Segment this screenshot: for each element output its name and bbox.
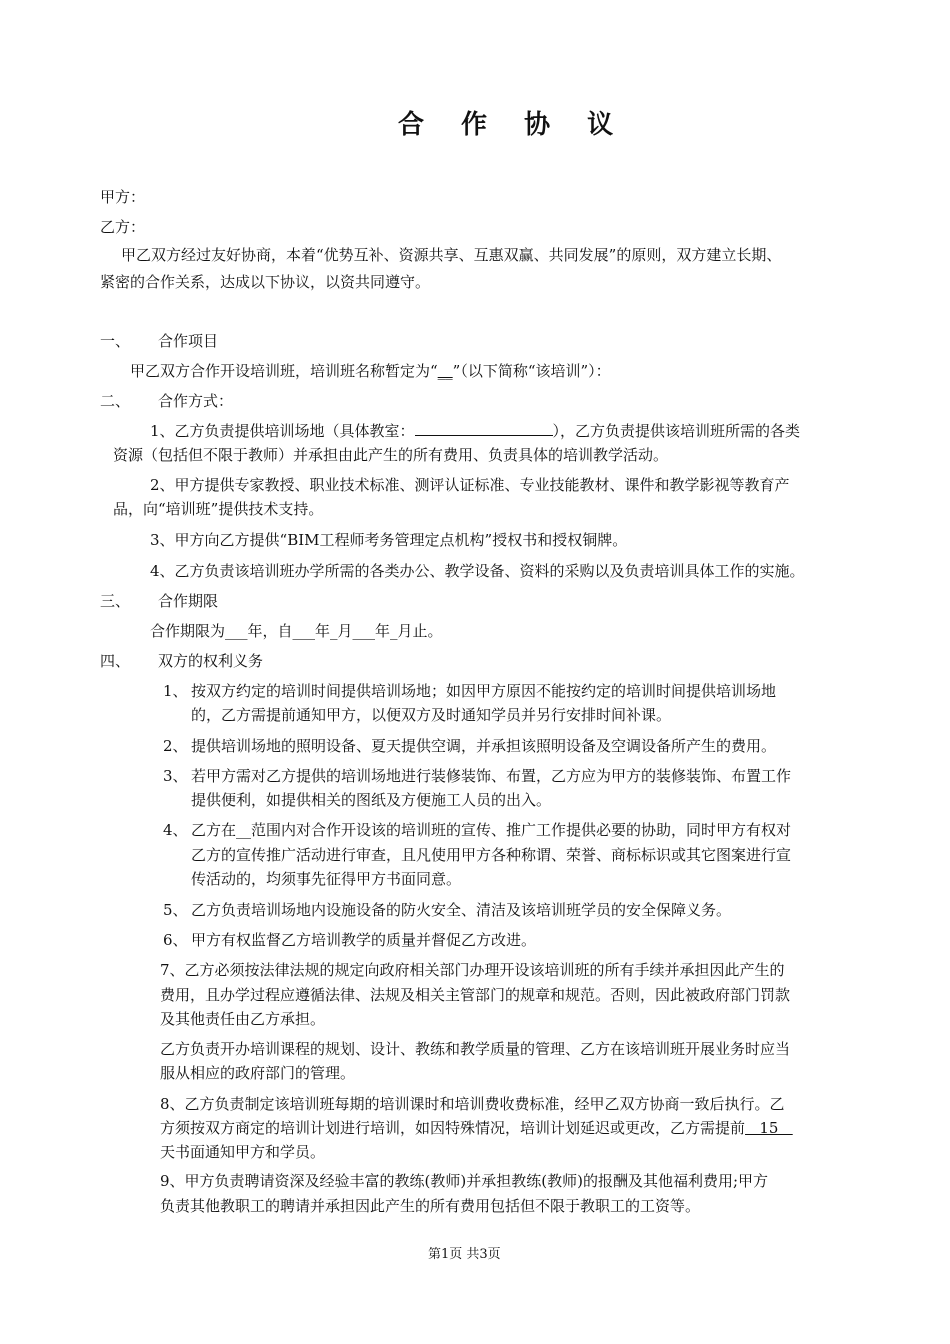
section-4-item-7-line-2: 费用，且办学过程应遵循法律、法规及相关主管部门的规章和规范。否则，因此被政府部门罚款 <box>160 986 791 1004</box>
section-4-heading: 双方的权利义务 <box>158 652 264 670</box>
item-1-text-b: ），乙方负责提供该培训班所需的各类 <box>552 422 801 440</box>
party-b-label: 乙方： <box>100 218 146 236</box>
section-3-number: 三、 <box>100 592 131 610</box>
section-4-item-8-line-2 <box>160 1117 793 1139</box>
section-4-item-3-line-2: 提供便利，如提供相关的图纸及方便施工人员的出入。 <box>191 791 552 809</box>
section-4-item-3-num: 3、 <box>163 767 188 785</box>
section-4-item-6-num: 6、 <box>163 931 188 949</box>
section-4-number: 四、 <box>100 652 131 670</box>
section-1-text-before: 甲乙双方合作开设培训班，培训班名称暂定为“ <box>130 362 438 380</box>
classroom-blank <box>415 420 553 436</box>
section-4-item-7-line-3: 及其他责任由乙方承担。 <box>160 1010 326 1028</box>
section-4-item-4-line-3: 传活动的，均须事先征得甲方书面同意。 <box>191 870 462 888</box>
training-name-blank: __ <box>437 362 453 380</box>
section-4-item-8-line-3: 天书面通知甲方和学员。 <box>160 1143 326 1161</box>
section-1-heading: 合作项目 <box>158 332 219 350</box>
notice-days-value: 15 <box>745 1119 793 1137</box>
section-4-item-3-line-1: 若甲方需对乙方提供的培训场地进行装修装饰、布置，乙方应为甲方的装修装饰、布置工作 <box>191 767 792 785</box>
section-4-item-5-num: 5、 <box>163 901 188 919</box>
document-title: 合 作 协 议 <box>398 110 628 140</box>
section-4-item-9-line-2: 负责其他教职工的聘请并承担因此产生的所有费用包括但不限于教职工的工资等。 <box>160 1197 701 1215</box>
section-2-heading: 合作方式： <box>158 392 234 410</box>
section-2-item-1-line-2: 资源（包括但不限于教师）并承担由此产生的所有费用、负责具体的培训教学活动。 <box>113 446 669 464</box>
item-8-text: 方须按双方商定的培训计划进行培训，如因特殊情况，培训计划延迟或更改，乙方需提前 <box>160 1119 746 1137</box>
intro-line-2: 紧密的合作关系，达成以下协议，以资共同遵守。 <box>100 273 431 291</box>
section-4-item-5-line-1: 乙方负责培训场地内设施设备的防火安全、清洁及该培训班学员的安全保障义务。 <box>191 901 732 919</box>
section-4-item-6-line-1: 甲方有权监督乙方培训教学的质量并督促乙方改进。 <box>191 931 537 949</box>
section-4-item-2-line-1: 提供培训场地的照明设备、夏天提供空调，并承担该照明设备及空调设备所产生的费用。 <box>191 737 777 755</box>
page-footer: 第1页 共3页 <box>428 1247 501 1262</box>
section-2-item-3: 3、甲方向乙方提供“BIM工程师考务管理定点机构”授权书和授权铜牌。 <box>150 531 628 549</box>
section-2-item-2-line-2: 品，向“培训班”提供技术支持。 <box>113 500 324 518</box>
section-2-item-4: 4、乙方负责该培训班办学所需的各类办公、教学设备、资料的采购以及负责培训具体工作的实施。 <box>150 562 805 580</box>
section-4-item-4-line-2: 乙方的宣传推广活动进行审查，且凡使用甲方各种称谓、荣誉、商标标识或其它图案进行宣 <box>191 846 792 864</box>
section-4-item-4-line-1: 乙方在__范围内对合作开设该的培训班的宣传、推广工作提供必要的协助，同时甲方有权对 <box>191 821 792 839</box>
section-3-text: 合作期限为___年，自___年_月___年_月止。 <box>150 622 443 640</box>
section-1-text-after: ”（以下简称“该培训”）： <box>452 362 611 380</box>
section-4-item-2-num: 2、 <box>163 737 188 755</box>
section-4-item-1-line-2: 的，乙方需提前通知甲方，以便双方及时通知学员并另行安排时间补课。 <box>191 706 672 724</box>
item-1-text-a: 1、乙方负责提供培训场地（具体教室： <box>150 422 415 440</box>
section-2-item-2-line-1: 2、甲方提供专家教授、职业技术标准、测评认证标准、专业技能教材、课件和教学影视等教育产 <box>150 476 790 494</box>
section-4-item-8-line-1: 8、乙方负责制定该培训班每期的培训课时和培训费收费标准，经甲乙双方协商一致后执行。乙 <box>160 1095 785 1113</box>
section-4-para-line-2: 服从相应的政府部门的管理。 <box>160 1064 356 1082</box>
section-4-item-1-line-1: 按双方约定的培训时间提供培训场地；如因甲方原因不能按约定的培训时间提供培训场地 <box>191 682 777 700</box>
section-2-item-1-line-1 <box>150 420 800 442</box>
section-4-item-4-num: 4、 <box>163 821 188 839</box>
section-1-text <box>130 360 611 382</box>
intro-line-1: 甲乙双方经过友好协商，本着“优势互补、资源共享、互惠双赢、共同发展”的原则，双方建立长期、 <box>121 246 782 264</box>
section-1-number: 一、 <box>100 332 131 350</box>
section-4-item-9-line-1: 9、甲方负责聘请资深及经验丰富的教练(教师)并承担教练(教师)的报酬及其他福利费用;甲方 <box>160 1172 769 1190</box>
section-4-item-7-line-1: 7、乙方必须按法律法规的规定向政府相关部门办理开设该培训班的所有手续并承担因此产生的 <box>160 961 785 979</box>
section-2-number: 二、 <box>100 392 131 410</box>
section-3-heading: 合作期限 <box>158 592 219 610</box>
party-a-label: 甲方： <box>100 188 146 206</box>
section-4-item-1-num: 1、 <box>163 682 188 700</box>
section-4-para-line-1: 乙方负责开办培训课程的规划、设计、教练和教学质量的管理、乙方在该培训班开展业务时应当 <box>160 1040 791 1058</box>
